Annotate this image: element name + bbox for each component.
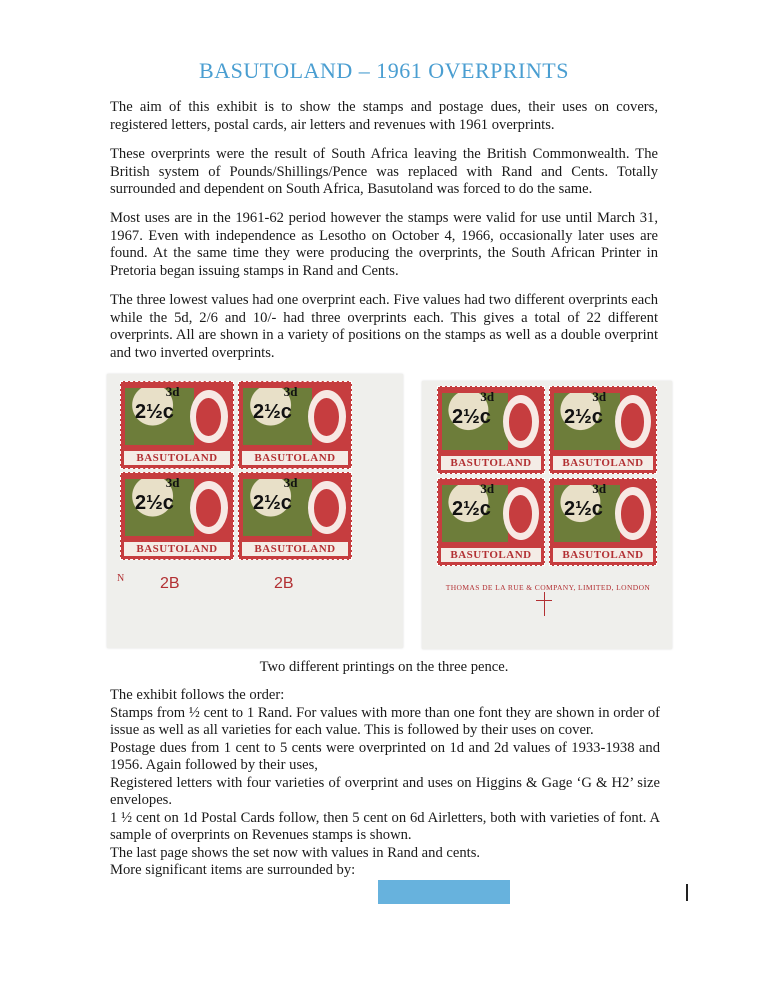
stamp: [238, 472, 352, 560]
stamp: [437, 386, 545, 474]
queen-portrait-head: [196, 489, 221, 527]
stamp: [437, 478, 545, 566]
validity-paragraph: Most uses are in the 1961-62 period however the stamps were valid for use until March 31, 1967. Even with independence as Lesotho on October 4, 1966, occasionally later uses are found. At the same time they were producing the overprints, the South African Printer in Pretoria began issuing stamps in Rand and Cents.: [110, 210, 658, 279]
stamp: [120, 472, 234, 560]
register-cross: [536, 600, 552, 601]
plate-number: 2B: [160, 575, 180, 592]
stamp-overprint: 2½c: [564, 405, 603, 428]
stamp-denomination: 3d: [165, 475, 180, 490]
queen-portrait-head: [621, 403, 644, 441]
stamp-country-name: BASUTOLAND: [124, 451, 230, 465]
intro-paragraph: The aim of this exhibit is to show the stamps and postage dues, their uses on covers, registered letters, postal cards, air letters and revenues with 1961 overprints.: [110, 99, 658, 133]
figure-caption: Two different printings on the three pence.: [259, 659, 509, 675]
stamp-country-name: BASUTOLAND: [441, 548, 541, 562]
exhibit-order-section: [110, 687, 660, 880]
stamp-denomination: 3d: [480, 389, 495, 404]
queen-portrait-head: [314, 489, 339, 527]
stamp-denomination: 3d: [283, 475, 298, 490]
order-heading: The exhibit follows the order:: [110, 687, 285, 703]
stamp: [120, 381, 234, 469]
stamp-overprint: 2½c: [253, 400, 292, 423]
stamp-country-name: BASUTOLAND: [124, 542, 230, 556]
stamp: [238, 381, 352, 469]
plate-number: 2B: [274, 575, 294, 592]
stamp-denomination: 3d: [480, 481, 495, 496]
order-item: Stamps from ½ cent to 1 Rand. For values with more than one font they are shown in order of issue as well as all varieties for each value. This is followed by their uses on cover.: [110, 704, 660, 738]
stamp-denomination: 3d: [592, 389, 607, 404]
order-item: The last page shows the set now with values in Rand and cents.: [110, 844, 481, 861]
margin-mark: N: [117, 573, 125, 584]
queen-portrait-head: [509, 403, 532, 441]
queen-portrait-head: [314, 398, 339, 436]
printer-imprint: THOMAS DE LA RUE & COMPANY, LIMITED, LONDON: [445, 583, 651, 592]
stamp-overprint: 2½c: [135, 491, 174, 514]
stamp-denomination: 3d: [592, 481, 607, 496]
stamp-country-name: BASUTOLAND: [242, 451, 348, 465]
overprints-paragraph: The three lowest values had one overprint each. Five values had two different overprints each while the 5d, 2/6 and 10/- had three overprints each. This gives a total of 22 different overprints. All are shown in a variety of positions on the stamps as well as a double overprint and two inverted overprints.: [110, 292, 658, 361]
order-item: Registered letters with four varieties of overprint and uses on Higgins & Gage ‘G & H2’ size envelopes.: [110, 774, 660, 808]
stamp: [549, 386, 657, 474]
stamp-overprint: 2½c: [253, 491, 292, 514]
queen-portrait-head: [509, 495, 532, 533]
stamp-overprint: 2½c: [564, 497, 603, 520]
order-item: 1 ½ cent on 1d Postal Cards follow, then 5 cent on 6d Airletters, both with varieties of font. A sample of overprints on Revenues stamps is shown.: [110, 809, 660, 843]
stamp-country-name: BASUTOLAND: [242, 542, 348, 556]
stamp-country-name: BASUTOLAND: [553, 456, 653, 470]
stamp-overprint: 2½c: [452, 497, 491, 520]
history-paragraph: These overprints were the result of South Africa leaving the British Commonwealth. The British system of Pounds/Shillings/Pence was replaced with Rand and Cents. Totally surrounded and dependent on South Africa, Basutoland was forced to do the same.: [110, 146, 658, 197]
order-item: More significant items are surrounded by:: [110, 862, 356, 878]
register-cross: [544, 592, 545, 616]
page-title: BASUTOLAND – 1961 OVERPRINTS: [199, 58, 569, 83]
scan-mark: [686, 884, 688, 901]
stamp-overprint: 2½c: [135, 400, 174, 423]
stamp: [549, 478, 657, 566]
stamp-overprint: 2½c: [452, 405, 491, 428]
stamp-denomination: 3d: [283, 384, 298, 399]
order-item: Postage dues from 1 cent to 5 cents were overprinted on 1d and 2d values of 1933-1938 and 1956. Again followed by their uses,: [110, 739, 660, 773]
stamp-denomination: 3d: [165, 384, 180, 399]
highlight-swatch: [378, 880, 510, 904]
queen-portrait-head: [196, 398, 221, 436]
queen-portrait-head: [621, 495, 644, 533]
stamp-country-name: BASUTOLAND: [441, 456, 541, 470]
stamp-country-name: BASUTOLAND: [553, 548, 653, 562]
